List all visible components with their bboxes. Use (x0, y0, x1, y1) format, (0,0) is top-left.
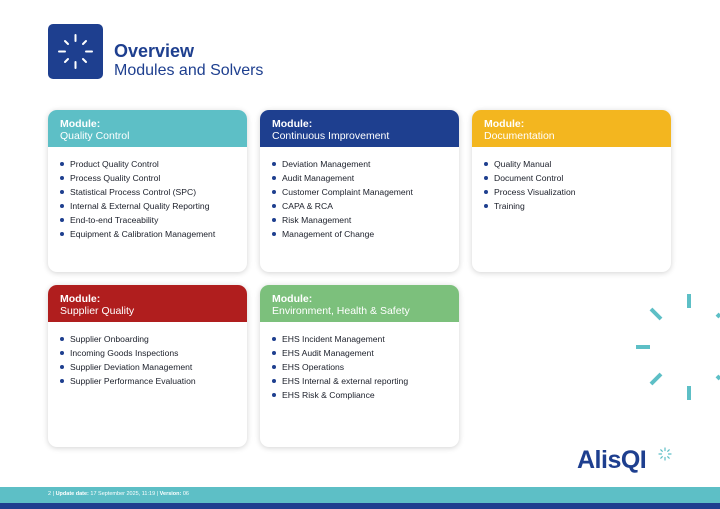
module-item: Statistical Process Control (SPC) (60, 185, 237, 199)
module-item: Supplier Performance Evaluation (60, 374, 237, 388)
module-item: Incoming Goods Inspections (60, 346, 237, 360)
module-card-ehs (260, 285, 459, 447)
module-item: Customer Complaint Management (272, 185, 449, 199)
module-item: EHS Risk & Compliance (272, 388, 449, 402)
module-item: End-to-end Traceability (60, 213, 237, 227)
module-name: Quality Control (60, 130, 130, 142)
module-name: Supplier Quality (60, 305, 135, 317)
module-item: EHS Incident Management (272, 332, 449, 346)
decorative-sunburst-icon (620, 280, 720, 410)
logo-badge (48, 24, 103, 79)
module-item-list (272, 157, 449, 241)
module-item-list (484, 157, 661, 213)
module-item: Supplier Onboarding (60, 332, 237, 346)
module-item: Process Quality Control (60, 171, 237, 185)
module-item: Audit Management (272, 171, 449, 185)
module-item: Deviation Management (272, 157, 449, 171)
version-label: Version: (159, 491, 182, 497)
module-item: EHS Internal & external reporting (272, 374, 449, 388)
page-title: Overview (114, 41, 195, 61)
module-item: Management of Change (272, 227, 449, 241)
module-item: EHS Operations (272, 360, 449, 374)
module-kicker: Module: (60, 293, 101, 305)
module-item: Risk Management (272, 213, 449, 227)
module-item-list (272, 332, 449, 402)
module-card-continuous-improvement (260, 110, 459, 272)
brand-logo-wordmark: AlisQI (577, 446, 647, 474)
module-card-documentation (472, 110, 671, 272)
page-number: 2 (48, 491, 52, 497)
module-name: Environment, Health & Safety (272, 305, 410, 317)
module-item: Supplier Deviation Management (60, 360, 237, 374)
brand-spark-icon (658, 447, 672, 461)
module-item: EHS Audit Management (272, 346, 449, 360)
update-date: 17 September 2025, 11:19 (90, 491, 156, 497)
module-item: Training (484, 199, 661, 213)
module-item-list (60, 332, 237, 388)
version-value: 06 (182, 491, 189, 497)
footer-meta: 2 | Update date: 17 September 2025, 11:19 | Version: 06 (48, 491, 189, 497)
module-card-quality-control (48, 110, 247, 272)
module-item: Process Visualization (484, 185, 661, 199)
module-card-header (48, 110, 247, 147)
footer-stripe (0, 503, 720, 509)
module-card-header (472, 110, 671, 147)
sunburst-icon (48, 24, 103, 79)
update-label: Update date: (55, 491, 89, 497)
module-name: Documentation (484, 130, 555, 142)
module-item: Document Control (484, 171, 661, 185)
module-item: Equipment & Calibration Management (60, 227, 237, 241)
module-kicker: Module: (60, 118, 101, 130)
module-name: Continuous Improvement (272, 130, 390, 142)
module-card-supplier-quality (48, 285, 247, 447)
module-card-header (48, 285, 247, 322)
module-item: CAPA & RCA (272, 199, 449, 213)
module-kicker: Module: (272, 293, 313, 305)
module-kicker: Module: (272, 118, 313, 130)
page-subtitle: Modules and Solvers (114, 61, 264, 79)
module-card-header (260, 285, 459, 322)
module-kicker: Module: (484, 118, 525, 130)
module-item-list (60, 157, 237, 241)
page-heading (114, 41, 263, 80)
module-item: Internal & External Quality Reporting (60, 199, 237, 213)
module-card-header (260, 110, 459, 147)
module-item: Quality Manual (484, 157, 661, 171)
module-item: Product Quality Control (60, 157, 237, 171)
